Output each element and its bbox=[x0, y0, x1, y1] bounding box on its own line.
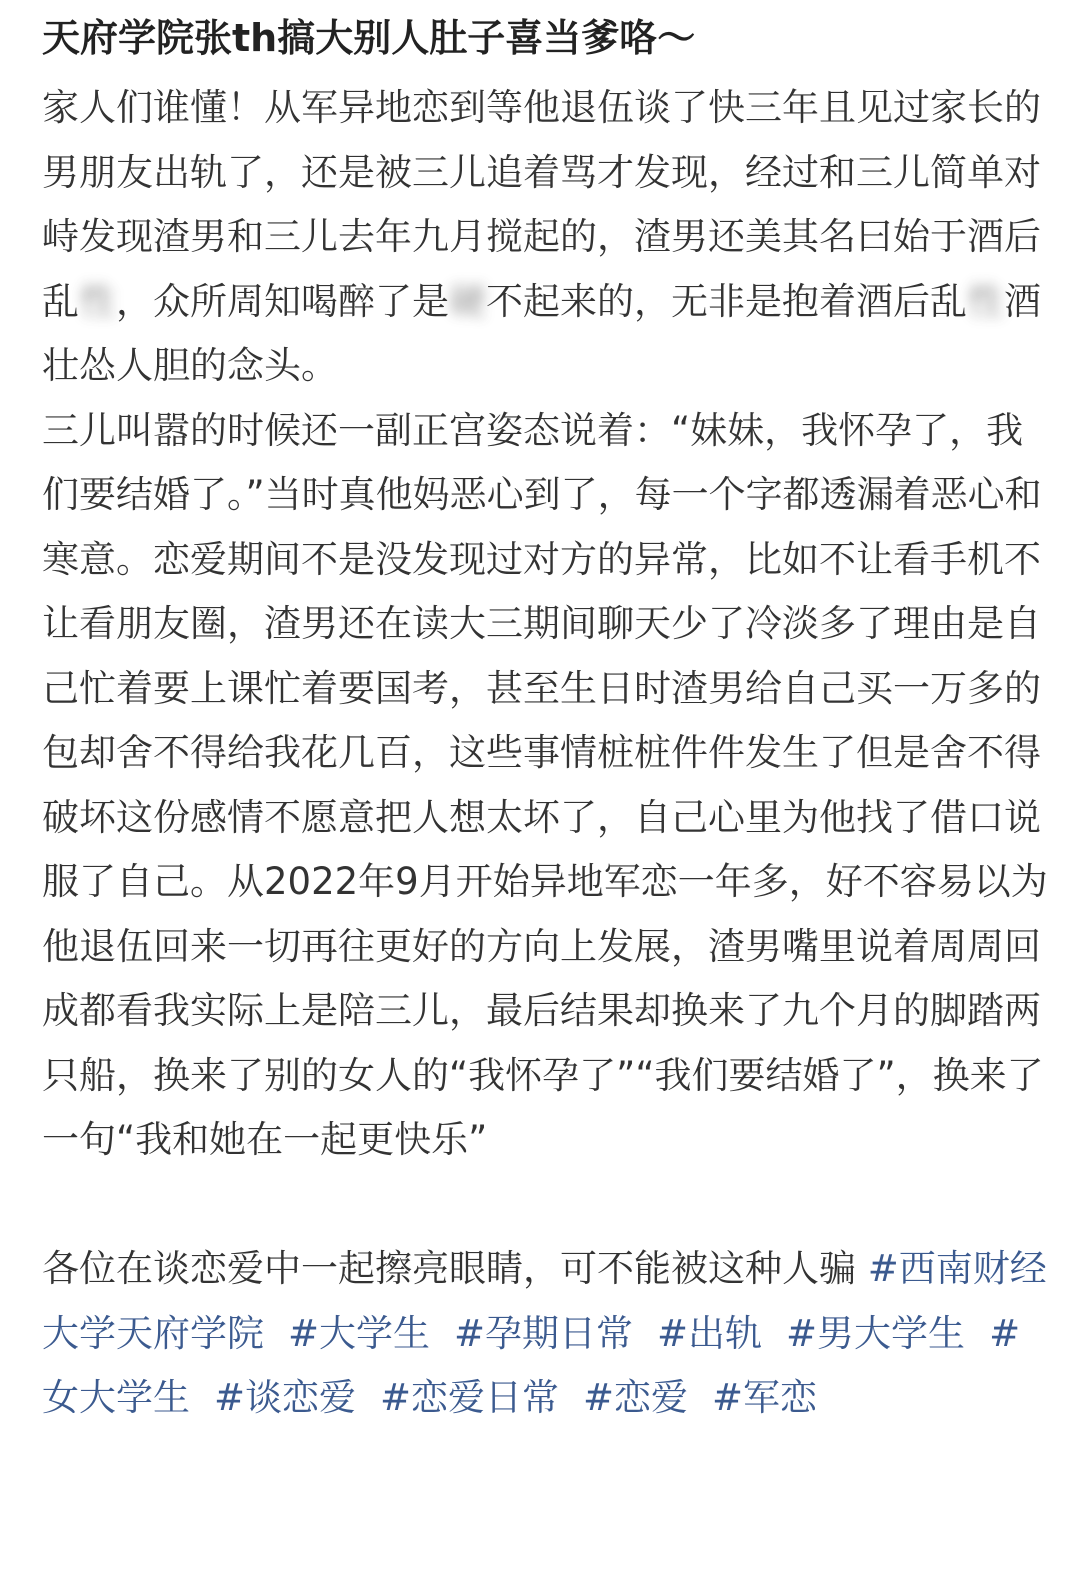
hashtag-link[interactable]: #男大学生 bbox=[786, 1311, 966, 1355]
paragraph-1-text-c: 不起来的，无非是抱着酒后乱 bbox=[486, 279, 967, 323]
closing-text: 各位在谈恋爱中一起擦亮眼睛，可不能被这种人骗 bbox=[42, 1247, 856, 1290]
post-body bbox=[42, 76, 1050, 1431]
hashtag-link[interactable]: #恋爱日常 bbox=[380, 1376, 560, 1419]
hashtag-link[interactable]: #出轨 bbox=[657, 1311, 763, 1355]
censored-text: 性 bbox=[79, 279, 116, 323]
paragraph-1-text-d: 酒壮怂人胆的念头。 bbox=[42, 279, 1041, 387]
post-title: 天府学院张th搞大别人肚子喜当爹咯～ bbox=[42, 16, 696, 60]
paragraph-1-text-b: ，众所周知喝醉了是 bbox=[116, 279, 449, 323]
paragraph-1-text-a: 家人们谁懂！从军异地恋到等他退伍谈了快三年且见过家长的男朋友出轨了，还是被三儿追着骂才发现，经过和三儿简单对峙发现渣男和三儿去年九月搅起的，渣男还美其名曰始于酒后乱 bbox=[42, 86, 1041, 323]
censored-text: 硬 bbox=[449, 279, 486, 323]
closing-paragraph bbox=[42, 1237, 1050, 1431]
hashtag-link[interactable]: #西南财经大学天府学院 bbox=[42, 1247, 1047, 1355]
hashtag-link[interactable]: #恋爱 bbox=[583, 1376, 689, 1419]
paragraph-1 bbox=[42, 76, 1050, 399]
hashtag-link[interactable]: #谈恋爱 bbox=[214, 1376, 357, 1419]
hashtag-link[interactable]: #大学生 bbox=[288, 1311, 431, 1355]
hashtag-link[interactable]: #孕期日常 bbox=[454, 1311, 634, 1355]
censored-text: 性 bbox=[967, 279, 1004, 323]
paragraph-2: 三儿叫嚣的时候还一副正宫姿态说着：“妹妹，我怀孕了，我们要结婚了。”当时真他妈恶心到了，每一个字都透漏着恶心和寒意。恋爱期间不是没发现过对方的异常，比如不让看手机不让看朋友圈，渣男还在读大三期间聊天少了冷淡多了理由是自己忙着要上课忙着要国考，甚至生日时渣男给自己买一万多的包却舍不得给我花几百，这些事情桩桩件件发生了但是舍不得破坏这份感情不愿意把人想太坏了，自己心里为他找了借口说服了自己。从2022年9月开始异地军恋一年多，好不容易以为他退伍回来一切再往更好的方向上发展，渣男嘴里说着周周回成都看我实际上是陪三儿，最后结果却换来了九个月的脚踏两只船，换来了别的女人的“我怀孕了”“我们要结婚了”，换来了一句“我和她在一起更快乐” bbox=[42, 408, 1048, 1161]
hashtag-link[interactable]: #军恋 bbox=[712, 1376, 818, 1419]
hashtag-link[interactable]: #女大学生 bbox=[42, 1311, 1021, 1419]
paragraph-spacer bbox=[42, 1173, 1050, 1238]
